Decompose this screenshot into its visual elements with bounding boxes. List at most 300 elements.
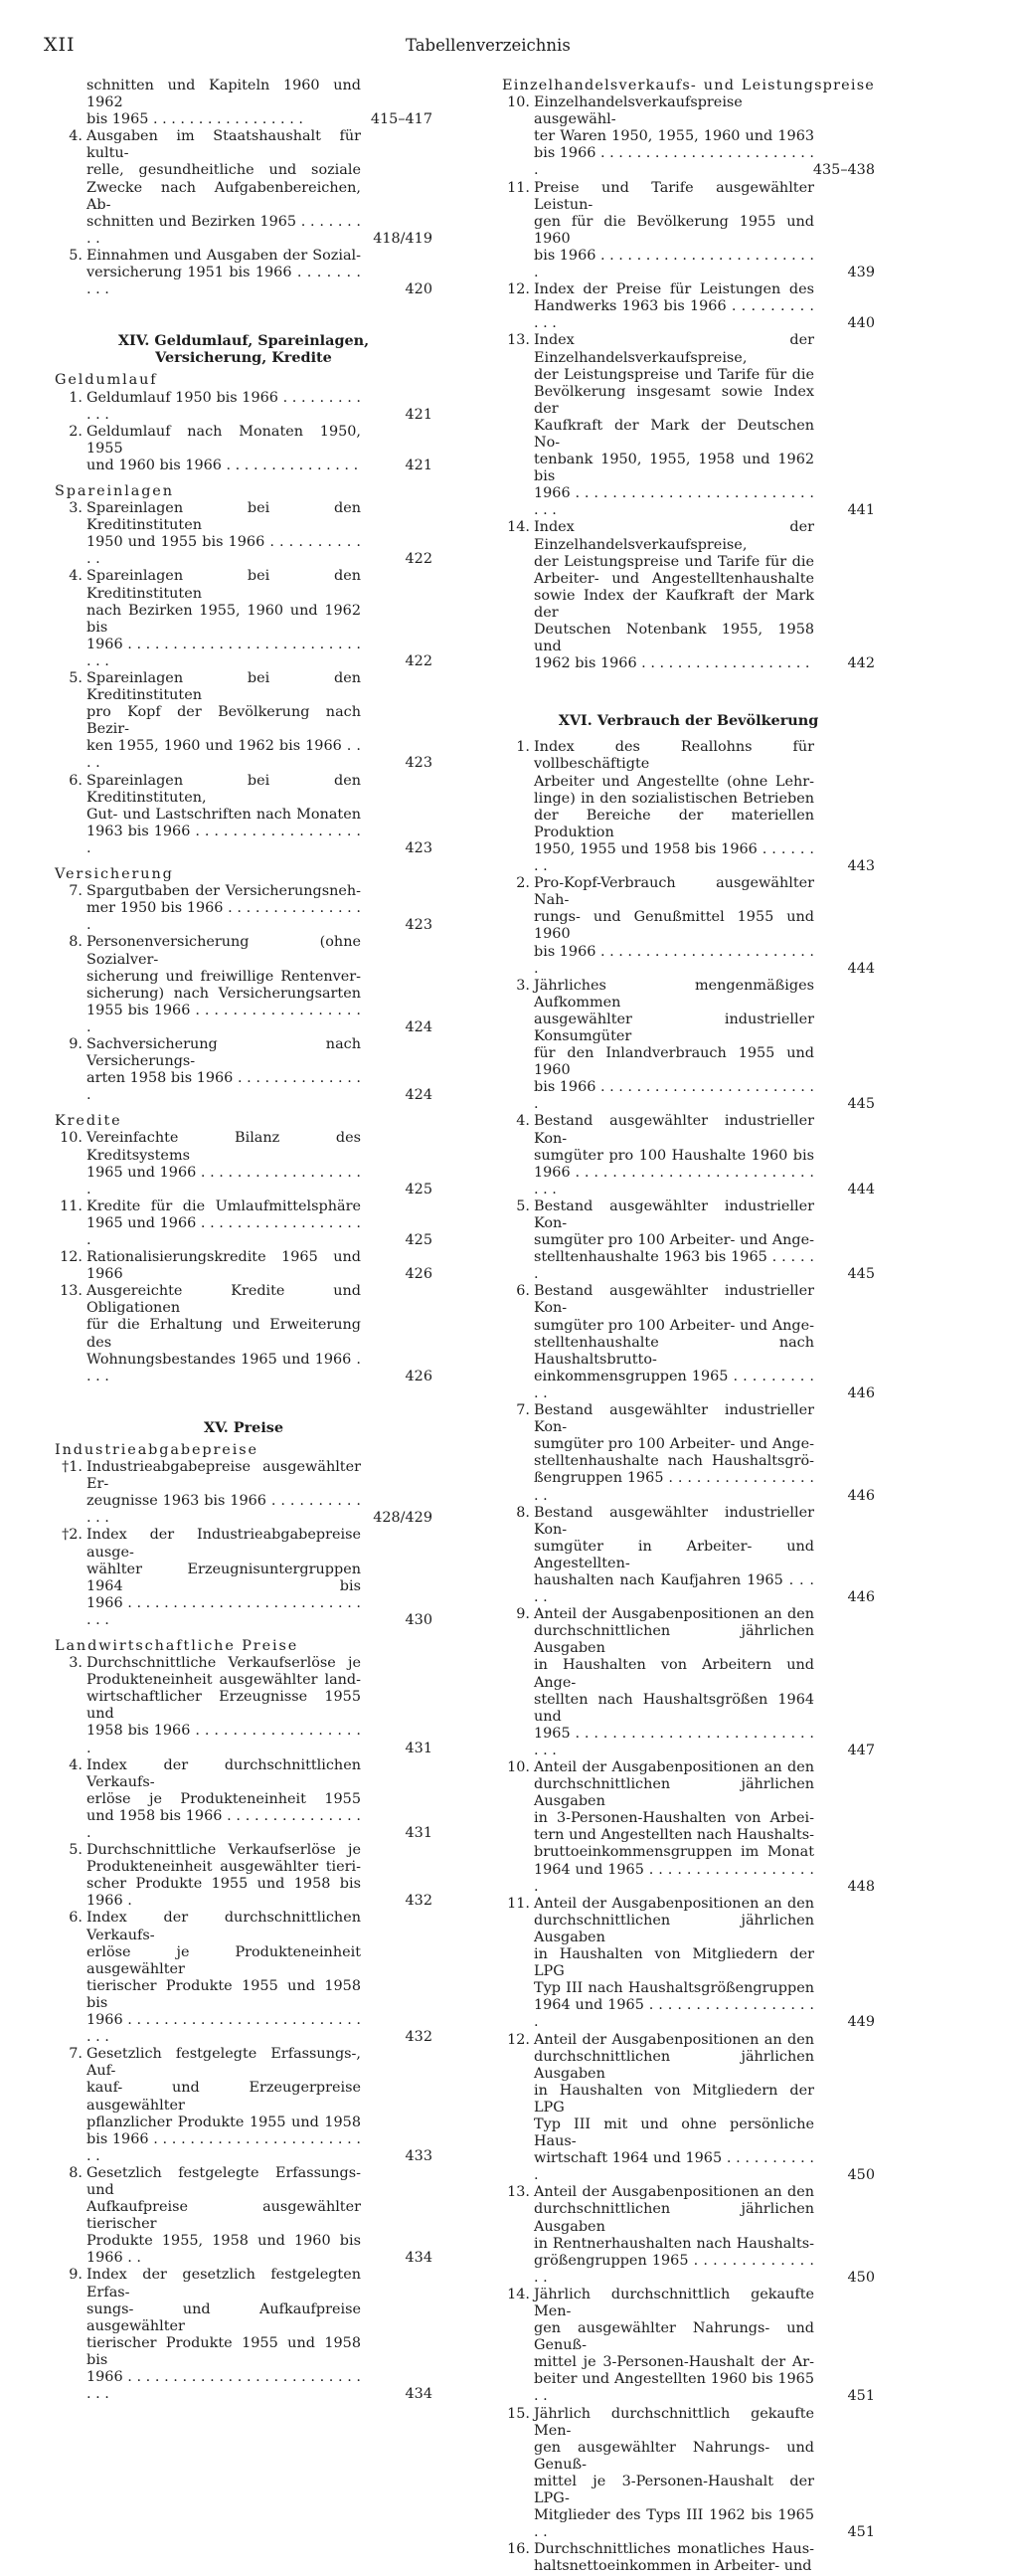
page-reference: 450 xyxy=(847,2269,875,2286)
page-reference: 451 xyxy=(847,2524,875,2541)
page-reference: 433 xyxy=(405,2147,432,2164)
entry-number: 4. xyxy=(69,1756,83,1773)
entry-number: 6. xyxy=(69,772,83,789)
entry-line: Ausgaben im Staatshaushalt für kultu- xyxy=(86,128,361,162)
entry-line: Preise und Tarife ausgewählter Leistun- xyxy=(534,179,814,213)
entry-number: 3. xyxy=(69,500,83,517)
table-entry xyxy=(55,1283,432,1385)
entry-line: Anteil der Ausgabenpositionen an den xyxy=(534,1606,814,1623)
page-reference: 420 xyxy=(405,281,432,298)
entry-number: 2. xyxy=(69,423,83,440)
entry-number: 10. xyxy=(507,1759,530,1775)
entry-text xyxy=(86,1249,361,1283)
entry-line: Index des Reallohns für vollbeschäftigte xyxy=(534,739,814,773)
entry-line: Index der durchschnittlichen Verkaufs- xyxy=(86,1756,361,1790)
entry-line: rungs- und Genußmittel 1955 und 1960 xyxy=(534,909,814,943)
entry-line: bruttoeinkommensgruppen im Monat xyxy=(534,1844,814,1861)
page-reference: 443 xyxy=(847,858,875,875)
entry-line: 1966 . . . . . . . . . . . . . . . . . . . . . . . . . . . . . xyxy=(534,485,814,519)
entry-line: Anteil der Ausgabenpositionen an den xyxy=(534,2031,814,2048)
entry-text xyxy=(86,1910,361,2046)
spacer xyxy=(55,298,432,332)
page-reference: 428/429 xyxy=(373,1510,432,1527)
entry-line: sumgüter pro 100 Arbeiter- und Ange- xyxy=(534,1436,814,1453)
table-entry xyxy=(502,978,875,1114)
entry-line: gen ausgewählter Nahrungs- und Genuß- xyxy=(534,2439,814,2473)
entry-line: 1965 und 1966 . . . . . . . . . . . . . . . . . . . xyxy=(86,1214,361,1248)
page-reference: 445 xyxy=(847,1096,875,1113)
table-entry xyxy=(55,424,432,474)
entry-line: in Rentnerhaushalten nach Haushalts- xyxy=(534,2235,814,2252)
page-reference: 450 xyxy=(847,2167,875,2184)
entry-text xyxy=(86,2267,361,2403)
entry-line: Gesetzlich festgelegte Erfassungs- und xyxy=(86,2164,361,2198)
page-reference: 431 xyxy=(405,1825,432,1841)
entry-number: 4. xyxy=(69,128,83,145)
entry-line: mittel je 3-Personen-Haushalt der LPG- xyxy=(534,2473,814,2507)
entry-line: mer 1950 bis 1966 . . . . . . . . . . . . . . . . xyxy=(86,900,361,934)
entry-line: Index der Einzelhandelsverkaufspreise, xyxy=(534,519,814,553)
entry-number: 10. xyxy=(507,94,530,111)
entry-line: sicherung und freiwillige Rentenver- xyxy=(86,968,361,985)
subsection-heading: Kredite xyxy=(55,1113,122,1130)
entry-line: bis 1966 . . . . . . . . . . . . . . . . . . . . . . . . . xyxy=(86,2130,361,2164)
entry-line: Zwecke nach Aufgabenbereichen, Ab- xyxy=(86,179,361,213)
entry-line: 1962 bis 1966 . . . . . . . . . . . . . . . . . . . xyxy=(534,655,810,672)
entry-line: scher Produkte 1955 und 1958 bis 1966 . xyxy=(86,1876,361,1910)
entry-line: erlöse je Produkteneinheit 1955 xyxy=(86,1790,361,1807)
entry-line: Index der Einzelhandelsverkaufspreise, xyxy=(534,332,814,366)
table-entry xyxy=(55,773,432,857)
page-reference: 441 xyxy=(847,502,875,519)
page-reference: 434 xyxy=(405,2250,432,2267)
table-entry xyxy=(55,2046,432,2165)
entry-text xyxy=(86,1283,361,1385)
page-reference: 424 xyxy=(405,1018,432,1035)
subsection-heading: Einzelhandelsverkaufs- und Leistungspreise xyxy=(502,78,875,93)
entry-line: Einzelhandelsverkaufspreise ausgewähl- xyxy=(534,94,743,128)
entry-text xyxy=(534,978,814,1114)
entry-line: zeugnisse 1963 bis 1966 . . . . . . . . . . . . . xyxy=(86,1493,361,1527)
entry-line: durchschnittlichen jährlichen Ausgaben xyxy=(534,1623,814,1657)
entry-line: bis 1966 . . . . . . . . . . . . . . . . . . . . . . . . . xyxy=(534,145,814,179)
page-reference: 424 xyxy=(405,1087,432,1104)
table-entry xyxy=(55,390,432,424)
table-entry xyxy=(502,2287,875,2406)
entry-text xyxy=(86,390,361,424)
page-reference: 422 xyxy=(405,652,432,669)
entry-line: pro Kopf der Bevölkerung nach Bezir- xyxy=(86,704,361,738)
page-reference: 423 xyxy=(405,839,432,856)
table-entry xyxy=(502,332,875,519)
subsection-heading: Geldumlauf xyxy=(55,372,158,389)
table-entry xyxy=(55,1757,432,1842)
section-heading: XVI. Verbrauch der Bevölkerung xyxy=(558,712,819,730)
spacer xyxy=(502,729,875,739)
entry-line: beiter und Angestellten 1960 bis 1965 . . xyxy=(534,2371,814,2405)
page-reference: 426 xyxy=(405,1266,432,1283)
entry-line: mittel je 3-Personen-Haushalt der Ar- xyxy=(534,2354,814,2371)
entry-line: Sachversicherung nach Versicherungs- xyxy=(86,1035,361,1070)
table-entry xyxy=(55,934,432,1036)
entry-line: tierischer Produkte 1955 und 1958 bis xyxy=(86,1977,361,2011)
entry-line: Arbeiter- und Angestelltenhaushalte xyxy=(534,570,814,587)
entry-text xyxy=(534,1402,814,1505)
entry-line: tenbank 1950, 1955, 1958 und 1962 bis xyxy=(534,452,814,485)
table-entry xyxy=(502,1113,875,1197)
entry-text xyxy=(86,934,361,1036)
entry-line: stelltenhaushalte nach Haushaltsbrutto- xyxy=(534,1334,814,1368)
entry-text xyxy=(534,1759,814,1896)
table-entry xyxy=(55,883,432,934)
entry-line: Aufkaufpreise ausgewählter tierischer xyxy=(86,2199,361,2233)
entry-line: in Haushalten von Mitgliedern der LPG xyxy=(534,1946,814,1980)
entry-line: linge) in den sozialistischen Betrieben xyxy=(534,790,814,807)
page-reference: 446 xyxy=(847,1487,875,1504)
entry-line: sicherung) nach Versicherungsarten xyxy=(86,985,361,1002)
entry-text xyxy=(534,1505,814,1607)
entry-line: Spareinlagen bei den Kreditinstituten xyxy=(86,500,361,534)
entry-number: 5. xyxy=(69,670,83,686)
table-entry xyxy=(502,739,875,875)
page-reference: 426 xyxy=(405,1368,432,1384)
entry-number: 9. xyxy=(516,1606,530,1623)
entry-text xyxy=(534,875,814,978)
entry-number: 5. xyxy=(69,247,83,264)
entry-number: 7. xyxy=(69,883,83,900)
page-title: Tabellenverzeichnis xyxy=(406,36,571,55)
entry-text xyxy=(534,2406,814,2542)
entry-line: wählter Erzeugnisuntergruppen 1964 bis xyxy=(86,1561,361,1594)
entry-line: tierischer Produkte 1955 und 1958 bis xyxy=(86,2334,361,2368)
table-entry xyxy=(502,1402,875,1505)
entry-text xyxy=(534,281,814,332)
spacer xyxy=(55,1104,432,1113)
page-reference: 421 xyxy=(405,457,432,473)
entry-line: bis 1966 . . . . . . . . . . . . . . . . . . . . . . . . . xyxy=(534,943,814,977)
table-entry xyxy=(502,1283,875,1402)
table-entry xyxy=(55,1198,432,1249)
entry-number: †2. xyxy=(62,1527,83,1544)
entry-text xyxy=(534,2541,814,2575)
entry-text xyxy=(86,1527,361,1629)
entry-line: der Bereiche der materiellen Produktion xyxy=(534,807,814,840)
entry-line: 1965 und 1966 . . . . . . . . . . . . . . . . . . . xyxy=(86,1164,361,1197)
entry-line: Index der Preise für Leistungen des xyxy=(534,281,814,298)
page-reference: 449 xyxy=(847,2014,875,2031)
entry-line: Bestand ausgewählter industrieller Kon- xyxy=(534,1113,814,1147)
entry-line: in Haushalten von Arbeitern und Ange- xyxy=(534,1657,814,1691)
entry-line: und 1960 bis 1966 . . . . . . . . . . . . . . . xyxy=(86,457,359,473)
page-reference: 451 xyxy=(847,2388,875,2405)
entry-line: Spareinlagen bei den Kreditinstituten xyxy=(86,670,361,704)
entry-number: 11. xyxy=(507,179,530,196)
entry-text xyxy=(86,500,361,568)
entry-text xyxy=(86,1757,361,1842)
entry-number: 3. xyxy=(516,977,530,994)
entry-line: sungs- und Aufkaufpreise ausgewählter xyxy=(86,2300,361,2334)
entry-line: pflanzlicher Produkte 1955 und 1958 xyxy=(86,2114,361,2130)
entry-number: 15. xyxy=(507,2405,530,2422)
entry-line: Bevölkerung insgesamt sowie Index der xyxy=(534,383,814,417)
page-reference: 446 xyxy=(847,1384,875,1401)
entry-line: Typ III mit und ohne persönliche Haus- xyxy=(534,2116,814,2150)
entry-line: Personenversicherung (ohne Sozialver- xyxy=(86,934,361,968)
page-reference: 432 xyxy=(405,1893,432,1910)
entry-line: gen für die Bevölkerung 1955 und 1960 xyxy=(534,213,814,247)
spacer xyxy=(55,474,432,483)
entry-line: ausgewählter industrieller Konsumgüter xyxy=(534,1011,814,1044)
entry-line: der Leistungspreise und Tarife für die xyxy=(534,553,814,570)
entry-line: wirtschaftlicher Erzeugnisse 1955 und xyxy=(86,1689,361,1723)
entry-line: durchschnittlichen jährlichen Ausgaben xyxy=(534,2048,814,2082)
entry-line: 1966 . . . . . . . . . . . . . . . . . . . . . . . . . . . . . xyxy=(86,636,361,669)
entry-number: 4. xyxy=(69,568,83,585)
page-reference: 444 xyxy=(847,1181,875,1197)
table-entry xyxy=(502,519,875,672)
entry-line: Geldumlauf nach Monaten 1950, 1955 xyxy=(86,423,361,457)
entry-line: in Haushalten von Mitgliedern der LPG xyxy=(534,2082,814,2116)
entry-text xyxy=(534,180,814,282)
entry-text xyxy=(86,670,361,773)
entry-text xyxy=(86,1842,361,1910)
entry-line: für die Erhaltung und Erweiterung des xyxy=(86,1317,361,1351)
entry-number: 5. xyxy=(516,1197,530,1214)
entry-number: 10. xyxy=(60,1130,83,1147)
page-reference: 444 xyxy=(847,960,875,977)
page-reference: 422 xyxy=(405,551,432,568)
table-entry xyxy=(502,2406,875,2542)
table-entry xyxy=(55,670,432,773)
entry-line: 1964 und 1965 . . . . . . . . . . . . . . . . . . . xyxy=(534,1861,814,1895)
entry-line: Anteil der Ausgabenpositionen an den xyxy=(534,2184,814,2201)
entry-text xyxy=(534,519,814,672)
entry-line: sumgüter pro 100 Haushalte 1960 bis xyxy=(534,1147,814,1164)
entry-line: 1966 . . . . . . . . . . . . . . . . . . . . . . . . . . . . . xyxy=(86,2012,361,2046)
page-reference: 448 xyxy=(847,1878,875,1895)
entry-line: erlöse je Produkteneinheit ausgewählter xyxy=(86,1943,361,1977)
page-reference: 446 xyxy=(847,1589,875,1606)
table-entry xyxy=(55,568,432,670)
section-heading-line: XIV. Geldumlauf, Spareinlagen, xyxy=(117,332,370,350)
table-entry xyxy=(502,281,875,332)
entry-line: Spareinlagen bei den Kreditinstituten, xyxy=(86,772,361,806)
entry-line: Produkteneinheit ausgewählter tieri- xyxy=(86,1859,361,1876)
table-entry xyxy=(55,1459,432,1527)
entry-line: Produkteneinheit ausgewählter land- xyxy=(86,1672,361,1689)
entry-text xyxy=(86,1459,361,1527)
entry-line: sumgüter pro 100 Arbeiter- und Ange- xyxy=(534,1232,814,1249)
page-reference: 418/419 xyxy=(373,230,432,247)
entry-line: ken 1955, 1960 und 1962 bis 1966 . . . . xyxy=(86,738,361,772)
entry-line: Spargutbaben der Versicherungsneh- xyxy=(86,883,361,900)
table-entry xyxy=(55,1842,432,1910)
entry-number: 12. xyxy=(507,281,530,298)
page-reference: 425 xyxy=(405,1232,432,1248)
entry-text xyxy=(534,1198,814,1283)
entry-line: Geldumlauf 1950 bis 1966 . . . . . . . . . . . . xyxy=(86,389,361,423)
entry-text xyxy=(534,94,814,179)
entry-line: haushalten nach Kaufjahren 1965 . . . . . xyxy=(534,1571,814,1606)
entry-line: Rationalisierungskredite 1965 und 1966 xyxy=(86,1249,361,1283)
entry-text xyxy=(86,1036,361,1104)
entry-text xyxy=(534,2287,814,2406)
entry-text xyxy=(86,1198,361,1249)
entry-line: der Leistungspreise und Tarife für die xyxy=(534,366,814,383)
table-entry xyxy=(502,1505,875,1607)
entry-line: sowie Index der Kaufkraft der Mark der xyxy=(534,587,814,621)
entry-line: stelltenhaushalte 1963 bis 1965 . . . . . . xyxy=(534,1249,814,1283)
page-number: XII xyxy=(44,34,76,56)
entry-line: Durchschnittliche Verkaufserlöse je xyxy=(86,1842,361,1859)
page-reference: 435–438 xyxy=(812,162,875,179)
entry-line: Typ III nach Haushaltsgrößengruppen xyxy=(534,1980,814,1997)
entry-line: bis 1966 . . . . . . . . . . . . . . . . . . . . . . . . . xyxy=(534,247,814,281)
entry-line: Kredite für die Umlaufmittelsphäre xyxy=(86,1197,361,1214)
entry-line: Anteil der Ausgabenpositionen an den xyxy=(534,1759,814,1775)
table-entry xyxy=(502,2032,875,2185)
entry-line: sumgüter in Arbeiter- und Angestellten- xyxy=(534,1538,814,1571)
entry-text xyxy=(534,2032,814,2185)
entry-text xyxy=(534,1606,814,1759)
entry-line: Bestand ausgewählter industrieller Kon- xyxy=(534,1504,814,1538)
table-entry xyxy=(502,1759,875,1896)
entry-text xyxy=(86,248,361,298)
entry-line: Gut- und Lastschriften nach Monaten xyxy=(86,806,361,823)
entry-text xyxy=(86,78,361,128)
table-entry xyxy=(55,128,432,248)
entry-line: für den Inlandverbrauch 1955 und 1960 xyxy=(534,1045,814,1079)
entry-line: 1965 . . . . . . . . . . . . . . . . . . . . . . . . . . . . . xyxy=(534,1725,814,1758)
entry-line: stelltenhaushalte nach Haushaltsgrö- xyxy=(534,1453,814,1470)
table-entry xyxy=(502,1606,875,1759)
table-entry xyxy=(502,180,875,282)
entry-line: Kaufkraft der Mark der Deutschen No- xyxy=(534,417,814,451)
entry-number: 1. xyxy=(69,389,83,406)
entry-line: Jährlich durchschnittlich gekaufte Men- xyxy=(534,2286,814,2319)
entry-number: 11. xyxy=(60,1197,83,1214)
entry-line: einkommensgruppen 1965 . . . . . . . . . . . xyxy=(534,1368,814,1401)
entry-line: in 3-Personen-Haushalten von Arbei- xyxy=(534,1810,814,1827)
entry-number: 13. xyxy=(507,332,530,349)
right-column xyxy=(502,78,875,2576)
entry-number: 6. xyxy=(69,1910,83,1927)
entry-text xyxy=(86,128,361,248)
entry-line: Index der durchschnittlichen Verkaufs- xyxy=(86,1910,361,1943)
table-entry xyxy=(55,1910,432,2046)
entry-line: 1950, 1955 und 1958 bis 1966 . . . . . . . . xyxy=(534,840,814,875)
entry-number: 8. xyxy=(69,2164,83,2181)
entry-line: und 1958 bis 1966 . . . . . . . . . . . . . . . . xyxy=(86,1807,361,1841)
table-entry xyxy=(55,1655,432,1757)
entry-line: 1966 . . . . . . . . . . . . . . . . . . . . . . . . . . . . . xyxy=(534,1164,814,1197)
table-entry xyxy=(55,2165,432,2268)
page-reference: 439 xyxy=(847,265,875,281)
entry-number: 5. xyxy=(69,1842,83,1859)
subsection-heading: Landwirtschaftliche Preise xyxy=(55,1637,299,1654)
entry-line: tern und Angestellten nach Haushalts- xyxy=(534,1827,814,1844)
entry-line: Bestand ausgewählter industrieller Kon- xyxy=(534,1283,814,1317)
page-reference: 440 xyxy=(847,315,875,332)
entry-line: ßengruppen 1965 . . . . . . . . . . . . . . . . . . xyxy=(534,1470,814,1504)
entry-line: 1963 bis 1966 . . . . . . . . . . . . . . . . . . . xyxy=(86,823,361,856)
entry-line: haltsnettoeinkommen in Arbeiter- und xyxy=(534,2558,812,2575)
entry-line: Index der Industrieabgabepreise ausge- xyxy=(86,1527,361,1561)
page-reference: 434 xyxy=(405,2386,432,2403)
entry-number: 9. xyxy=(69,2267,83,2284)
entry-line: nach Bezirken 1955, 1960 und 1962 bis xyxy=(86,602,361,636)
entry-line: Industrieabgabepreise ausgewählter Er- xyxy=(86,1459,361,1493)
spacer xyxy=(55,1385,432,1419)
page-reference: 425 xyxy=(405,1181,432,1197)
entry-number: †1. xyxy=(62,1459,83,1476)
page-reference: 430 xyxy=(405,1611,432,1628)
section-heading xyxy=(55,332,432,366)
entry-text xyxy=(86,2165,361,2268)
entry-line: Gesetzlich festgelegte Erfassungs-, Auf- xyxy=(86,2046,361,2080)
entry-line: versicherung 1951 bis 1966 . . . . . . . . . . xyxy=(86,265,361,298)
entry-text xyxy=(86,2046,361,2165)
entry-line: Produkte 1955, 1958 und 1960 bis 1966 . . xyxy=(86,2233,361,2267)
entry-line: relle, gesundheitliche und soziale xyxy=(86,162,361,179)
entry-line: 1966 . . . . . . . . . . . . . . . . . . . . . . . . . . . . . xyxy=(86,2369,361,2403)
table-entry xyxy=(55,1249,432,1283)
entry-number: 9. xyxy=(69,1035,83,1052)
entry-line: Ausgereichte Kredite und Obligationen xyxy=(86,1283,361,1317)
spacer xyxy=(55,1629,432,1638)
table-entry xyxy=(55,2267,432,2403)
table-entry xyxy=(502,2541,875,2575)
section-heading-line: Versicherung, Kredite xyxy=(155,349,332,367)
table-entry xyxy=(55,1527,432,1629)
entry-line: 1964 und 1965 . . . . . . . . . . . . . . . . . . . xyxy=(534,1997,814,2031)
table-entry xyxy=(502,94,875,179)
entry-text xyxy=(86,773,361,857)
entry-line: Spareinlagen bei den Kreditinstituten xyxy=(86,568,361,602)
page-reference: 431 xyxy=(405,1740,432,1756)
entry-number: 13. xyxy=(60,1283,83,1300)
page-reference: 432 xyxy=(405,2029,432,2046)
page-reference: 442 xyxy=(847,655,875,672)
entry-text xyxy=(534,739,814,875)
entry-line: arten 1958 bis 1966 . . . . . . . . . . . . . . . xyxy=(86,1070,361,1104)
entry-number: 3. xyxy=(69,1655,83,1672)
entry-number: 13. xyxy=(507,2184,530,2201)
entry-line: ter Waren 1950, 1955, 1960 und 1963 xyxy=(534,128,814,145)
entry-line: Bestand ausgewählter industrieller Kon- xyxy=(534,1197,814,1231)
entry-number: 6. xyxy=(516,1283,530,1300)
entry-number: 12. xyxy=(507,2031,530,2048)
entry-line: schnitten und Kapiteln 1960 und 1962 xyxy=(86,78,361,111)
entry-line: Wohnungsbestandes 1965 und 1966 . . . . xyxy=(86,1351,361,1384)
entry-line: Anteil der Ausgabenpositionen an den xyxy=(534,1895,814,1912)
entry-line: 1966 . . . . . . . . . . . . . . . . . . . . . . . . . . . . . xyxy=(86,1594,361,1628)
subsection-heading: Industrieabgabepreise xyxy=(55,1441,258,1458)
table-entry xyxy=(55,1036,432,1104)
page-reference: 445 xyxy=(847,1266,875,1283)
entry-line: gen ausgewählter Nahrungs- und Genuß- xyxy=(534,2320,814,2354)
table-entry xyxy=(55,1130,432,1197)
entry-line: Jährlich durchschnittlich gekaufte Men- xyxy=(534,2405,814,2439)
table-entry xyxy=(502,2184,875,2287)
entry-number: 14. xyxy=(507,519,530,536)
entry-number: 4. xyxy=(516,1113,530,1130)
entry-number: 7. xyxy=(69,2046,83,2063)
entry-line: Mitglieder des Typs III 1962 bis 1965 . . xyxy=(534,2507,814,2541)
table-entry xyxy=(55,248,432,298)
entry-number: 8. xyxy=(69,934,83,951)
entry-text xyxy=(534,1896,814,2032)
